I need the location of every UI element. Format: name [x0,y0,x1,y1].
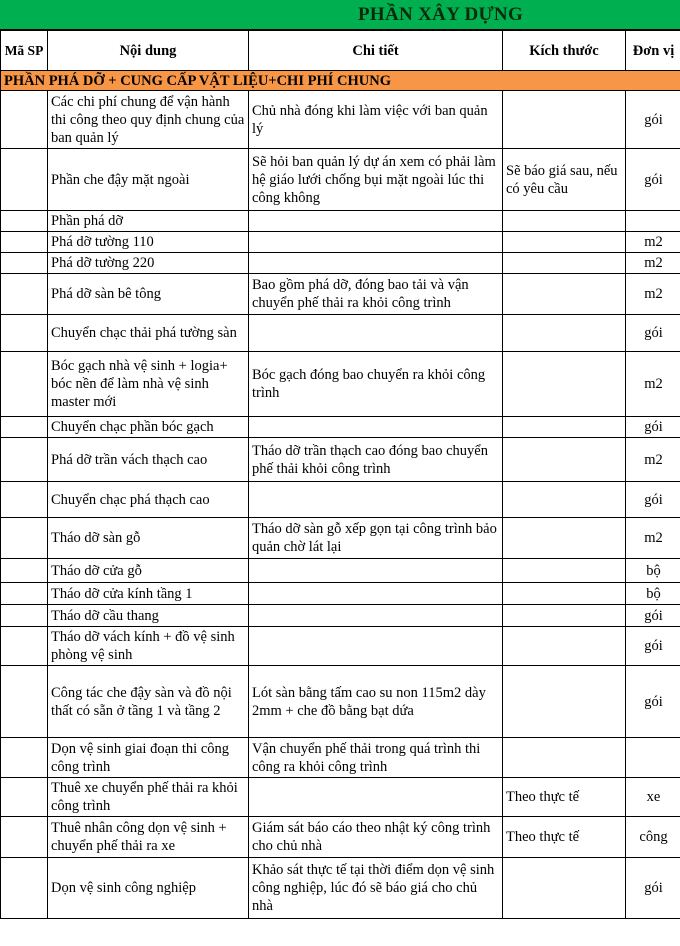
cell-size [503,482,626,518]
cell-detail: Giám sát báo cáo theo nhật ký công trình cho chủ nhà [249,817,503,858]
cell-code [1,605,48,627]
cell-content: Công tác che đậy sàn và đồ nội thất có sẵn ở tầng 1 và tầng 2 [48,666,249,738]
cell-size [503,627,626,666]
cell-code [1,738,48,778]
cell-size [503,858,626,919]
table-row [1,817,680,858]
cell-unit [626,211,680,232]
cell-unit: gói [626,666,680,738]
cell-detail [249,315,503,352]
cell-code [1,817,48,858]
cell-content: Bóc gạch nhà vệ sinh + logia+ bóc nền để làm nhà vệ sinh master mới [48,352,249,417]
table-row [1,583,680,605]
cell-size [503,738,626,778]
cell-unit: gói [626,858,680,919]
cell-code [1,232,48,253]
cell-detail: Tháo dỡ trần thạch cao đóng bao chuyển phế thải khỏi công trình [249,438,503,482]
header-content: Nội dung [48,31,249,71]
header-detail: Chi tiết [249,31,503,71]
table-row [1,627,680,666]
table-row [1,738,680,778]
cell-code [1,352,48,417]
cell-size [503,232,626,253]
cell-detail [249,778,503,817]
cell-content: Dọn vệ sinh công nghiệp [48,858,249,919]
cell-code [1,417,48,438]
cell-size: Theo thực tế [503,778,626,817]
cell-size [503,559,626,583]
cell-unit: bộ [626,559,680,583]
cell-detail [249,605,503,627]
table-row [1,211,680,232]
cell-detail: Chủ nhà đóng khi làm việc với ban quản lý [249,91,503,149]
cell-code [1,211,48,232]
cell-code [1,518,48,559]
section-row [1,71,680,91]
table-row [1,274,680,315]
cell-size [503,274,626,315]
sheet-title: PHẦN XÂY DỰNG [358,4,524,25]
cell-detail: Tháo dỡ sàn gỗ xếp gọn tại công trình bảo quản chờ lát lại [249,518,503,559]
table-row [1,778,680,817]
table-row [1,482,680,518]
table-row [1,858,680,919]
header-code: Mã SP [1,31,48,71]
cell-size [503,352,626,417]
cell-content: Phá dỡ tường 110 [48,232,249,253]
title-bar [0,0,680,30]
cell-unit: m2 [626,232,680,253]
cell-code [1,627,48,666]
cell-detail: Bóc gạch đóng bao chuyển ra khỏi công trình [249,352,503,417]
table-row [1,605,680,627]
cell-code [1,438,48,482]
cell-content: Phá dỡ trần vách thạch cao [48,438,249,482]
cell-code [1,149,48,211]
cell-content: Tháo dỡ sàn gỗ [48,518,249,559]
cell-code [1,274,48,315]
cell-detail: Sẽ hỏi ban quản lý dự án xem có phải làm hệ giáo lưới chống bụi mặt ngoài lúc thi công không [249,149,503,211]
table-row [1,315,680,352]
table-row [1,417,680,438]
cell-unit: gói [626,149,680,211]
cell-size: Sẽ báo giá sau, nếu có yêu cầu [503,149,626,211]
cell-detail: Lót sàn bằng tấm cao su non 115m2 dày 2mm + che đồ bằng bạt dứa [249,666,503,738]
cell-detail [249,232,503,253]
cell-unit: m2 [626,438,680,482]
cell-size [503,211,626,232]
cell-unit: xe [626,778,680,817]
cell-unit: công [626,817,680,858]
cell-size [503,417,626,438]
cell-size [503,253,626,274]
table-row [1,438,680,482]
cell-unit: gói [626,627,680,666]
cell-code [1,315,48,352]
cell-content: Phần phá dỡ [48,211,249,232]
cell-size [503,518,626,559]
cell-size [503,666,626,738]
cell-size [503,605,626,627]
table-row [1,91,680,149]
cell-content: Phá dỡ tường 220 [48,253,249,274]
cell-unit: m2 [626,352,680,417]
cell-unit: gói [626,315,680,352]
header-unit: Đơn vị [626,31,680,71]
cell-unit: gói [626,91,680,149]
table-row [1,232,680,253]
cell-unit: gói [626,417,680,438]
cell-content: Tháo dỡ vách kính + đồ vệ sinh phòng vệ sinh [48,627,249,666]
cell-code [1,583,48,605]
table-row [1,559,680,583]
cell-code [1,778,48,817]
cell-detail: Bao gồm phá dỡ, đóng bao tải và vận chuyển phế thải ra khỏi công trình [249,274,503,315]
cell-code [1,482,48,518]
cell-unit: m2 [626,253,680,274]
cell-detail [249,482,503,518]
section-title: PHẦN PHÁ DỠ + CUNG CẤP VẬT LIỆU+CHI PHÍ CHUNG [1,71,680,91]
cell-size [503,315,626,352]
cell-detail: Khảo sát thực tế tại thời điểm dọn vệ sinh công nghiệp, lúc đó sẽ báo giá cho chủ nhà [249,858,503,919]
cell-detail [249,417,503,438]
cell-content: Chuyển chạc phá thạch cao [48,482,249,518]
table-row [1,253,680,274]
cell-detail [249,583,503,605]
cell-size [503,438,626,482]
cell-detail [249,627,503,666]
cell-size [503,583,626,605]
table-row [1,149,680,211]
cell-size: Theo thực tế [503,817,626,858]
quote-table [0,30,680,919]
cell-content: Dọn vệ sinh giai đoạn thi công công trình [48,738,249,778]
table-row [1,352,680,417]
cell-code [1,666,48,738]
cell-content: Các chi phí chung để vận hành thi công theo quy định chung của ban quản lý [48,91,249,149]
cell-content: Phá dỡ sàn bê tông [48,274,249,315]
cell-detail [249,253,503,274]
cell-content: Tháo dỡ cửa kính tầng 1 [48,583,249,605]
cell-content: Thuê xe chuyển phế thải ra khỏi công trình [48,778,249,817]
table-row [1,518,680,559]
cell-detail [249,211,503,232]
table-row [1,666,680,738]
cell-content: Tháo dỡ cửa gỗ [48,559,249,583]
header-size: Kích thước [503,31,626,71]
cell-unit: m2 [626,274,680,315]
cell-code [1,559,48,583]
cell-unit: m2 [626,518,680,559]
cell-content: Phần che đậy mặt ngoài [48,149,249,211]
cell-content: Chuyển chạc phần bóc gạch [48,417,249,438]
cell-unit: gói [626,482,680,518]
cell-content: Tháo dỡ cầu thang [48,605,249,627]
cell-code [1,253,48,274]
cell-code [1,91,48,149]
cell-detail [249,559,503,583]
cell-unit: bộ [626,583,680,605]
cell-size [503,91,626,149]
cell-detail: Vận chuyển phế thải trong quá trình thi công ra khỏi công trình [249,738,503,778]
cell-content: Thuê nhân công dọn vệ sinh + chuyển phế thải ra xe [48,817,249,858]
cell-unit [626,738,680,778]
header-row [1,31,680,71]
cell-unit: gói [626,605,680,627]
cell-content: Chuyển chạc thải phá tường sàn [48,315,249,352]
cell-code [1,858,48,919]
